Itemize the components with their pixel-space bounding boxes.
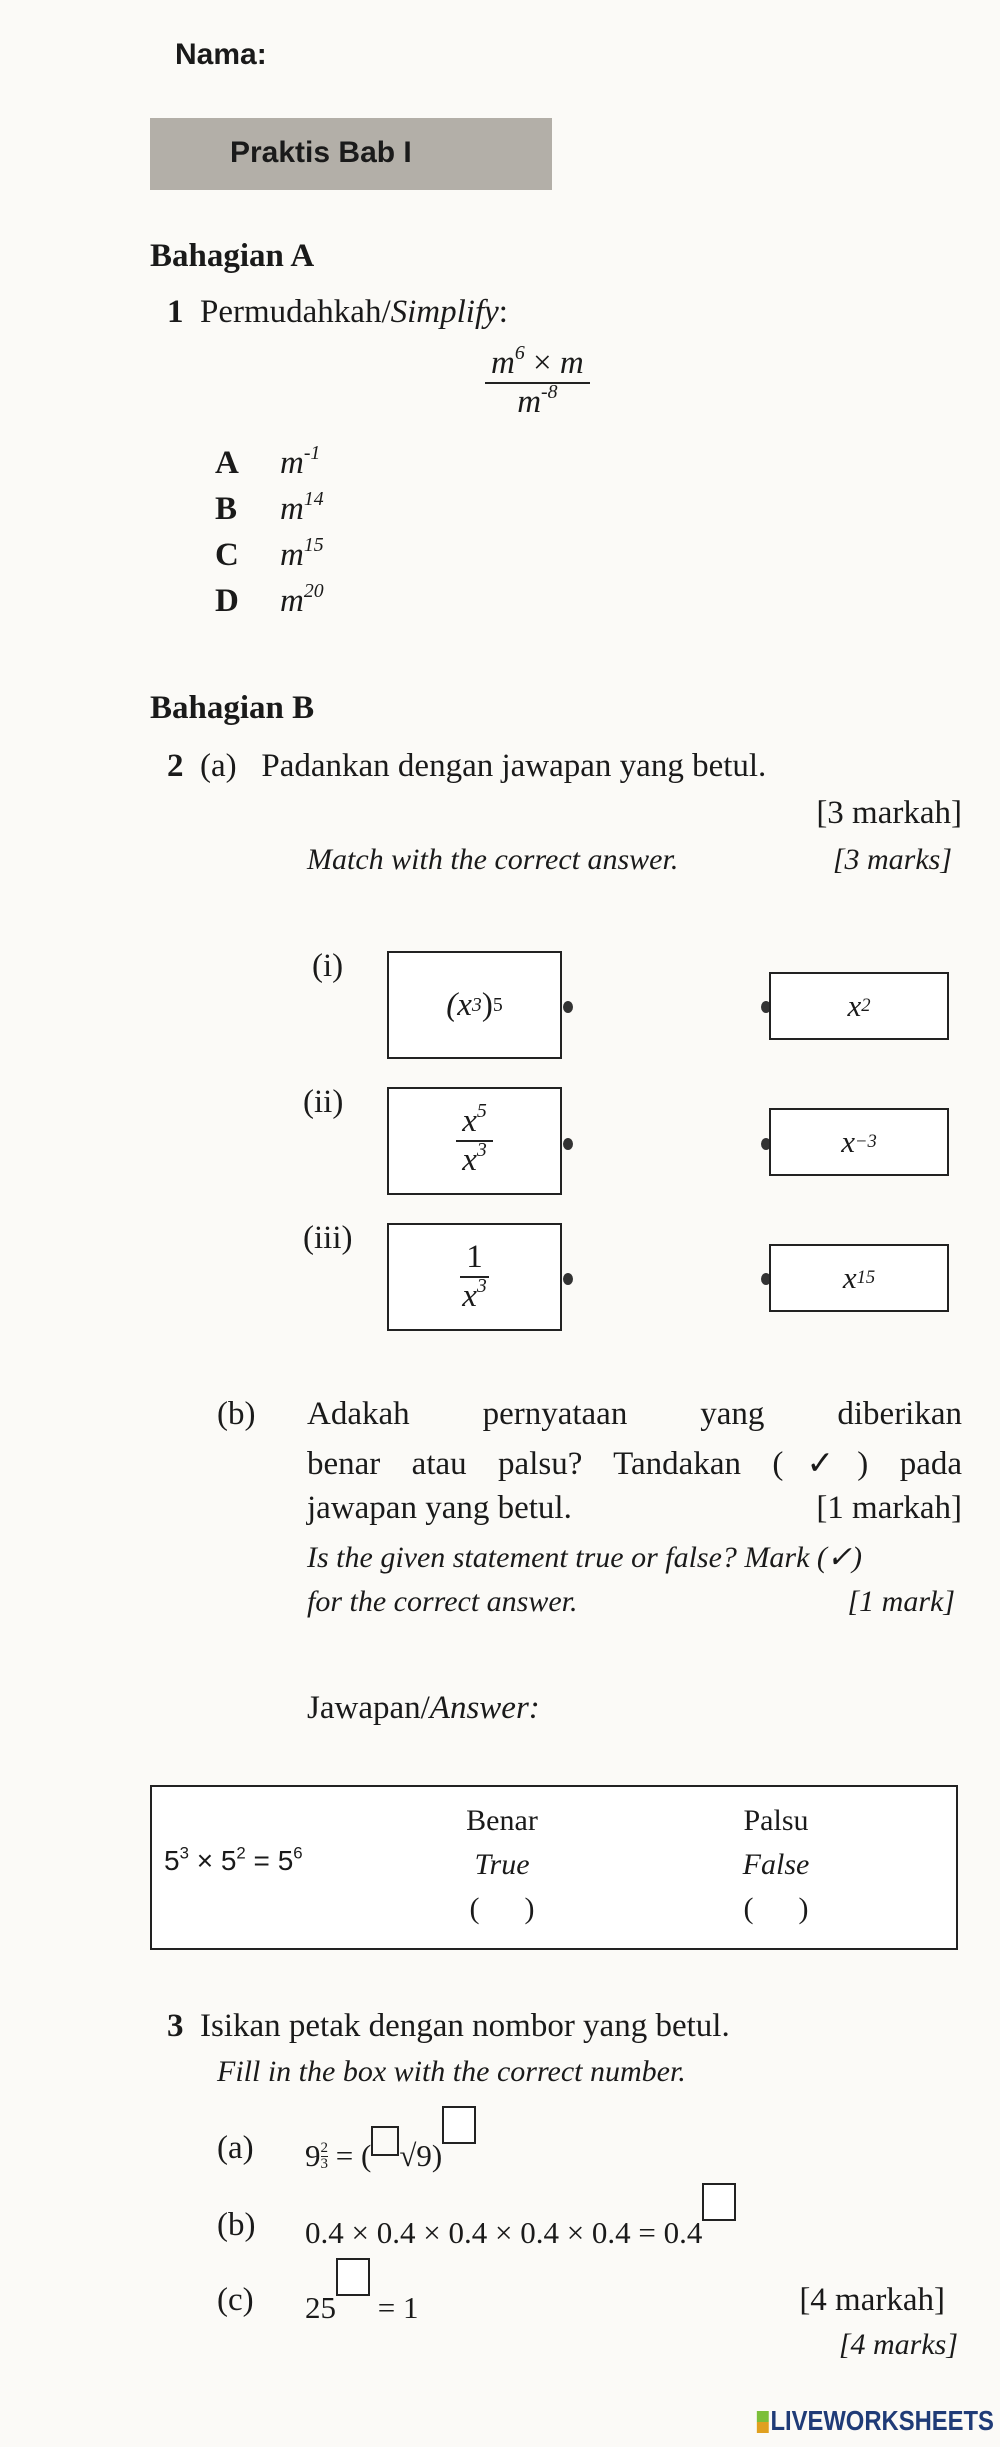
connector-dot-left-i[interactable] bbox=[563, 1001, 573, 1013]
option-b[interactable]: B $m^{14}$ bbox=[215, 488, 324, 527]
liveworksheets-logo: LIVEWORKSHEETS bbox=[757, 2405, 994, 2437]
q2b-line2: benar atau palsu? Tandakan (✓) pada bbox=[307, 1446, 962, 1482]
q2b-en-line1: Is the given statement true or false? Mark (✓) bbox=[307, 1541, 863, 1574]
q2a-marks-ms: [3 markah] bbox=[816, 795, 962, 831]
q2a-marks-en: [3 marks] bbox=[832, 843, 952, 876]
name-label: Nama: bbox=[175, 38, 267, 71]
true-checkbox[interactable]: ( ) bbox=[469, 1892, 535, 1925]
liveworksheets-logo-icon bbox=[757, 2411, 769, 2433]
q1-options bbox=[215, 440, 324, 624]
false-label-ms: Palsu bbox=[743, 1804, 809, 1837]
q3a-power-box[interactable] bbox=[442, 2106, 476, 2144]
option-c[interactable]: C $m^{15}$ bbox=[215, 534, 324, 573]
q3b-label: (b) bbox=[217, 2207, 256, 2243]
match-label-ii: (ii) bbox=[303, 1084, 344, 1120]
answer-table bbox=[150, 1785, 958, 1950]
statement: $5^3 \times 5^2 = 5^6$ bbox=[164, 1843, 303, 1876]
q3-prompt: 3 Isikan petak dengan nombor yang betul. bbox=[167, 2008, 730, 2044]
answer-label: Jawapan/Answer: bbox=[307, 1690, 540, 1726]
q3-marks-ms: [4 markah] bbox=[799, 2282, 945, 2318]
q2b-en-line2: for the correct answer. bbox=[307, 1585, 578, 1618]
q3c-power-box[interactable] bbox=[336, 2258, 370, 2296]
match-right-2[interactable]: x −3 bbox=[769, 1108, 949, 1176]
match-left-i[interactable]: (x 3 ) 5 bbox=[387, 951, 562, 1059]
q2b-line1: Adakah pernyataan yang diberikan bbox=[307, 1396, 962, 1432]
match-label-iii: (iii) bbox=[303, 1220, 353, 1256]
q3c-label: (c) bbox=[217, 2282, 254, 2318]
section-a-heading: Bahagian A bbox=[150, 238, 315, 274]
match-left-iii[interactable]: $\frac{1}{x^3}$ bbox=[387, 1223, 562, 1331]
option-d[interactable]: D $m^{20}$ bbox=[215, 580, 324, 619]
q2b-marks-en: [1 mark] bbox=[847, 1585, 955, 1618]
q2a-prompt: 2 (a) Padankan dengan jawapan yang betul. bbox=[167, 748, 767, 784]
false-label-en: False bbox=[742, 1848, 810, 1881]
q2b-label: (b) bbox=[217, 1396, 256, 1432]
page-title: Praktis Bab I bbox=[230, 136, 412, 169]
q3a-label: (a) bbox=[217, 2130, 254, 2166]
q1-prompt: 1 Permudahkah/Simplify: bbox=[167, 294, 508, 330]
q1-expression: $\frac{m^6 \times m}{m^{-8}}$ bbox=[485, 345, 590, 421]
connector-dot-left-ii[interactable] bbox=[563, 1138, 573, 1150]
title-banner bbox=[150, 118, 552, 190]
option-a[interactable]: A $m^{-1}$ bbox=[215, 442, 321, 481]
q3b-power-box[interactable] bbox=[702, 2183, 736, 2221]
connector-dot-left-iii[interactable] bbox=[563, 1273, 573, 1285]
true-label-ms: Benar bbox=[466, 1804, 538, 1837]
false-column bbox=[726, 1799, 826, 1931]
match-right-3[interactable]: x 15 bbox=[769, 1244, 949, 1312]
match-left-ii[interactable]: $\frac{x^5}{x^3}$ bbox=[387, 1087, 562, 1195]
q3-marks-en: [4 marks] bbox=[838, 2328, 958, 2361]
q2b-marks-ms: [1 markah] bbox=[816, 1490, 962, 1526]
q3a-expression: 9 $\frac{2}{3}$ = ( √9) bbox=[305, 2128, 476, 2186]
q2a-prompt-en: Match with the correct answer. bbox=[307, 843, 679, 876]
q2b-line3: jawapan yang betul. bbox=[307, 1490, 572, 1526]
q3-prompt-en: Fill in the box with the correct number. bbox=[217, 2055, 686, 2088]
q3a-index-box[interactable] bbox=[371, 2126, 399, 2156]
match-right-1[interactable]: x 2 bbox=[769, 972, 949, 1040]
match-label-i: (i) bbox=[312, 948, 344, 984]
false-checkbox[interactable]: ( ) bbox=[743, 1892, 809, 1925]
true-column bbox=[452, 1799, 552, 1931]
true-label-en: True bbox=[474, 1848, 530, 1881]
q3c-expression: 25 = 1 bbox=[305, 2280, 418, 2328]
q3a-fraction-exponent: $\frac{2}{3}$ bbox=[320, 2140, 328, 2172]
q3b-expression: 0.4 × 0.4 × 0.4 × 0.4 × 0.4 = 0.4 bbox=[305, 2205, 736, 2253]
section-b-heading: Bahagian B bbox=[150, 690, 315, 726]
